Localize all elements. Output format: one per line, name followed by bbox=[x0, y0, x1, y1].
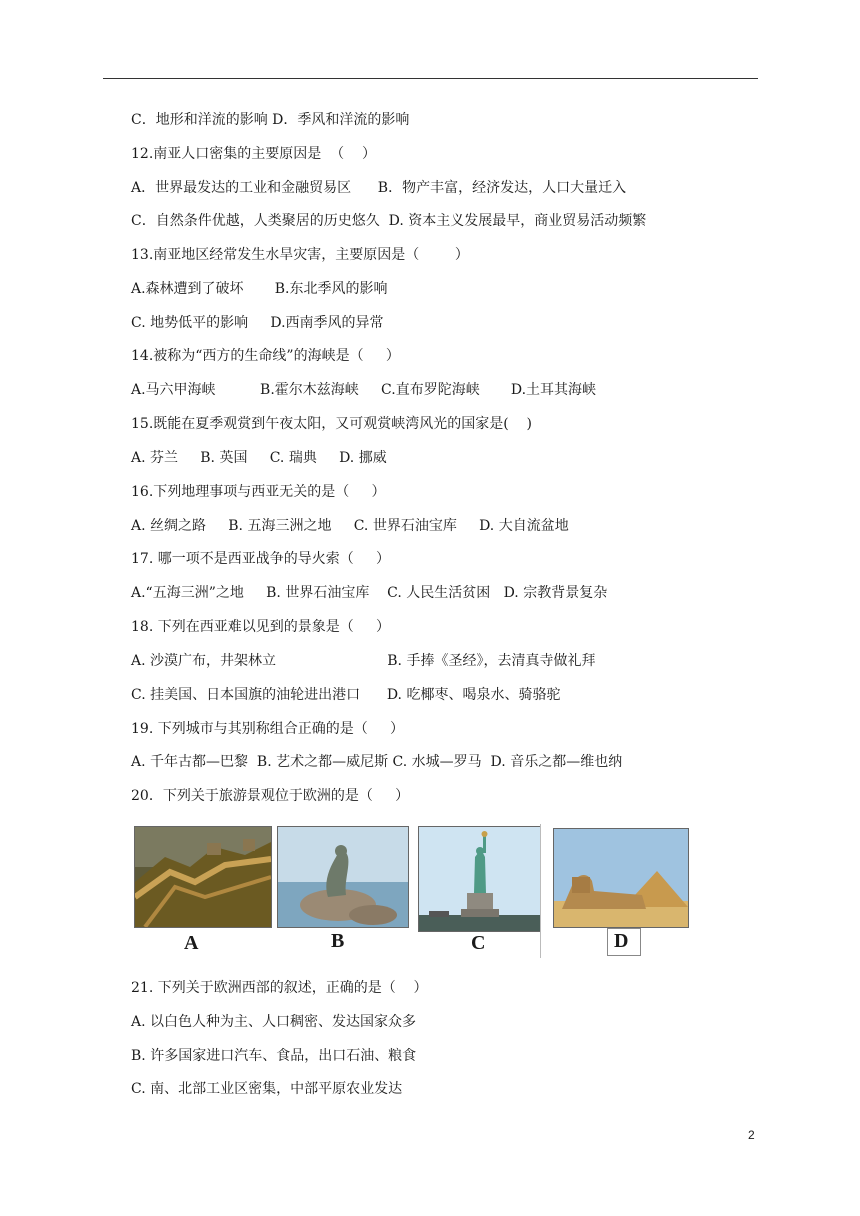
text-line: C．地形和洋流的影响 D．季风和洋流的影响 bbox=[131, 112, 410, 128]
question-19: 19. 下列城市与其别称组合正确的是（ ） bbox=[131, 721, 404, 737]
photo-label-b: B bbox=[331, 930, 345, 952]
question-21: 21. 下列关于欧洲西部的叙述，正确的是（ ） bbox=[131, 980, 428, 996]
option-line: A. 千年古都—巴黎 B. 艺术之都—威尼斯 C. 水城—罗马 D. 音乐之都—维也纳 bbox=[131, 754, 623, 770]
question-13: 13.南亚地区经常发生水旱灾害，主要原因是（ ） bbox=[131, 247, 469, 263]
option-line: C. 挂美国、日本国旗的油轮进出港口 D. 吃椰枣、喝泉水、骑骆驼 bbox=[131, 687, 561, 703]
option-line: A.马六甲海峡 B.霍尔木兹海峡 C.直布罗陀海峡 D.土耳其海峡 bbox=[131, 382, 597, 398]
option-line: C. 地势低平的影响 D.西南季风的异常 bbox=[131, 315, 384, 331]
question-20: 20．下列关于旅游景观位于欧洲的是（ ） bbox=[131, 788, 410, 804]
question-14: 14.被称为“西方的生命线”的海峡是（ ） bbox=[131, 348, 400, 364]
option-line: A. 沙漠广布，井架林立 B. 手捧《圣经》，去清真寺做礼拜 bbox=[131, 653, 596, 669]
option-line: A. 丝绸之路 B. 五海三洲之地 C. 世界石油宝库 D. 大自流盆地 bbox=[131, 518, 569, 534]
photo-label-a: A bbox=[184, 932, 199, 954]
header-rule bbox=[103, 78, 758, 79]
question-15: 15.既能在夏季观赏到午夜太阳，又可观赏峡湾风光的国家是( ) bbox=[131, 416, 532, 432]
question-17: 17. 哪一项不是西亚战争的导火索（ ） bbox=[131, 551, 390, 567]
question-12: 12.南亚人口密集的主要原因是 （ ） bbox=[131, 146, 376, 162]
statue-of-liberty-photo bbox=[418, 826, 541, 932]
great-wall-photo bbox=[134, 826, 272, 928]
option-line: A．世界最发达的工业和金融贸易区 B．物产丰富，经济发达，人口大量迁入 bbox=[131, 180, 627, 196]
photo-label-c: C bbox=[471, 932, 486, 954]
option-line: A.“五海三洲”之地 B. 世界石油宝库 C. 人民生活贫困 D. 宗教背景复杂 bbox=[131, 585, 608, 601]
option-line: A.森林遭到了破坏 B.东北季风的影响 bbox=[131, 281, 388, 297]
little-mermaid-photo bbox=[277, 826, 409, 928]
question-18: 18. 下列在西亚难以见到的景象是（ ） bbox=[131, 619, 390, 635]
photo-label-d: D bbox=[614, 930, 629, 952]
option-line: B. 许多国家进口汽车、食品，出口石油、粮食 bbox=[131, 1048, 417, 1064]
page-number: 2 bbox=[748, 1128, 755, 1142]
question-16: 16.下列地理事项与西亚无关的是（ ） bbox=[131, 484, 386, 500]
option-line: A. 芬兰 B. 英国 C. 瑞典 D. 挪威 bbox=[131, 450, 387, 466]
photo-separator bbox=[540, 824, 541, 958]
option-line: C. 南、北部工业区密集，中部平原农业发达 bbox=[131, 1081, 403, 1097]
option-line: A. 以白色人种为主、人口稠密、发达国家众多 bbox=[131, 1014, 417, 1030]
option-line: C．自然条件优越，人类聚居的历史悠久 D. 资本主义发展最早，商业贸易活动频繁 bbox=[131, 213, 647, 229]
sphinx-pyramid-photo bbox=[553, 828, 689, 928]
